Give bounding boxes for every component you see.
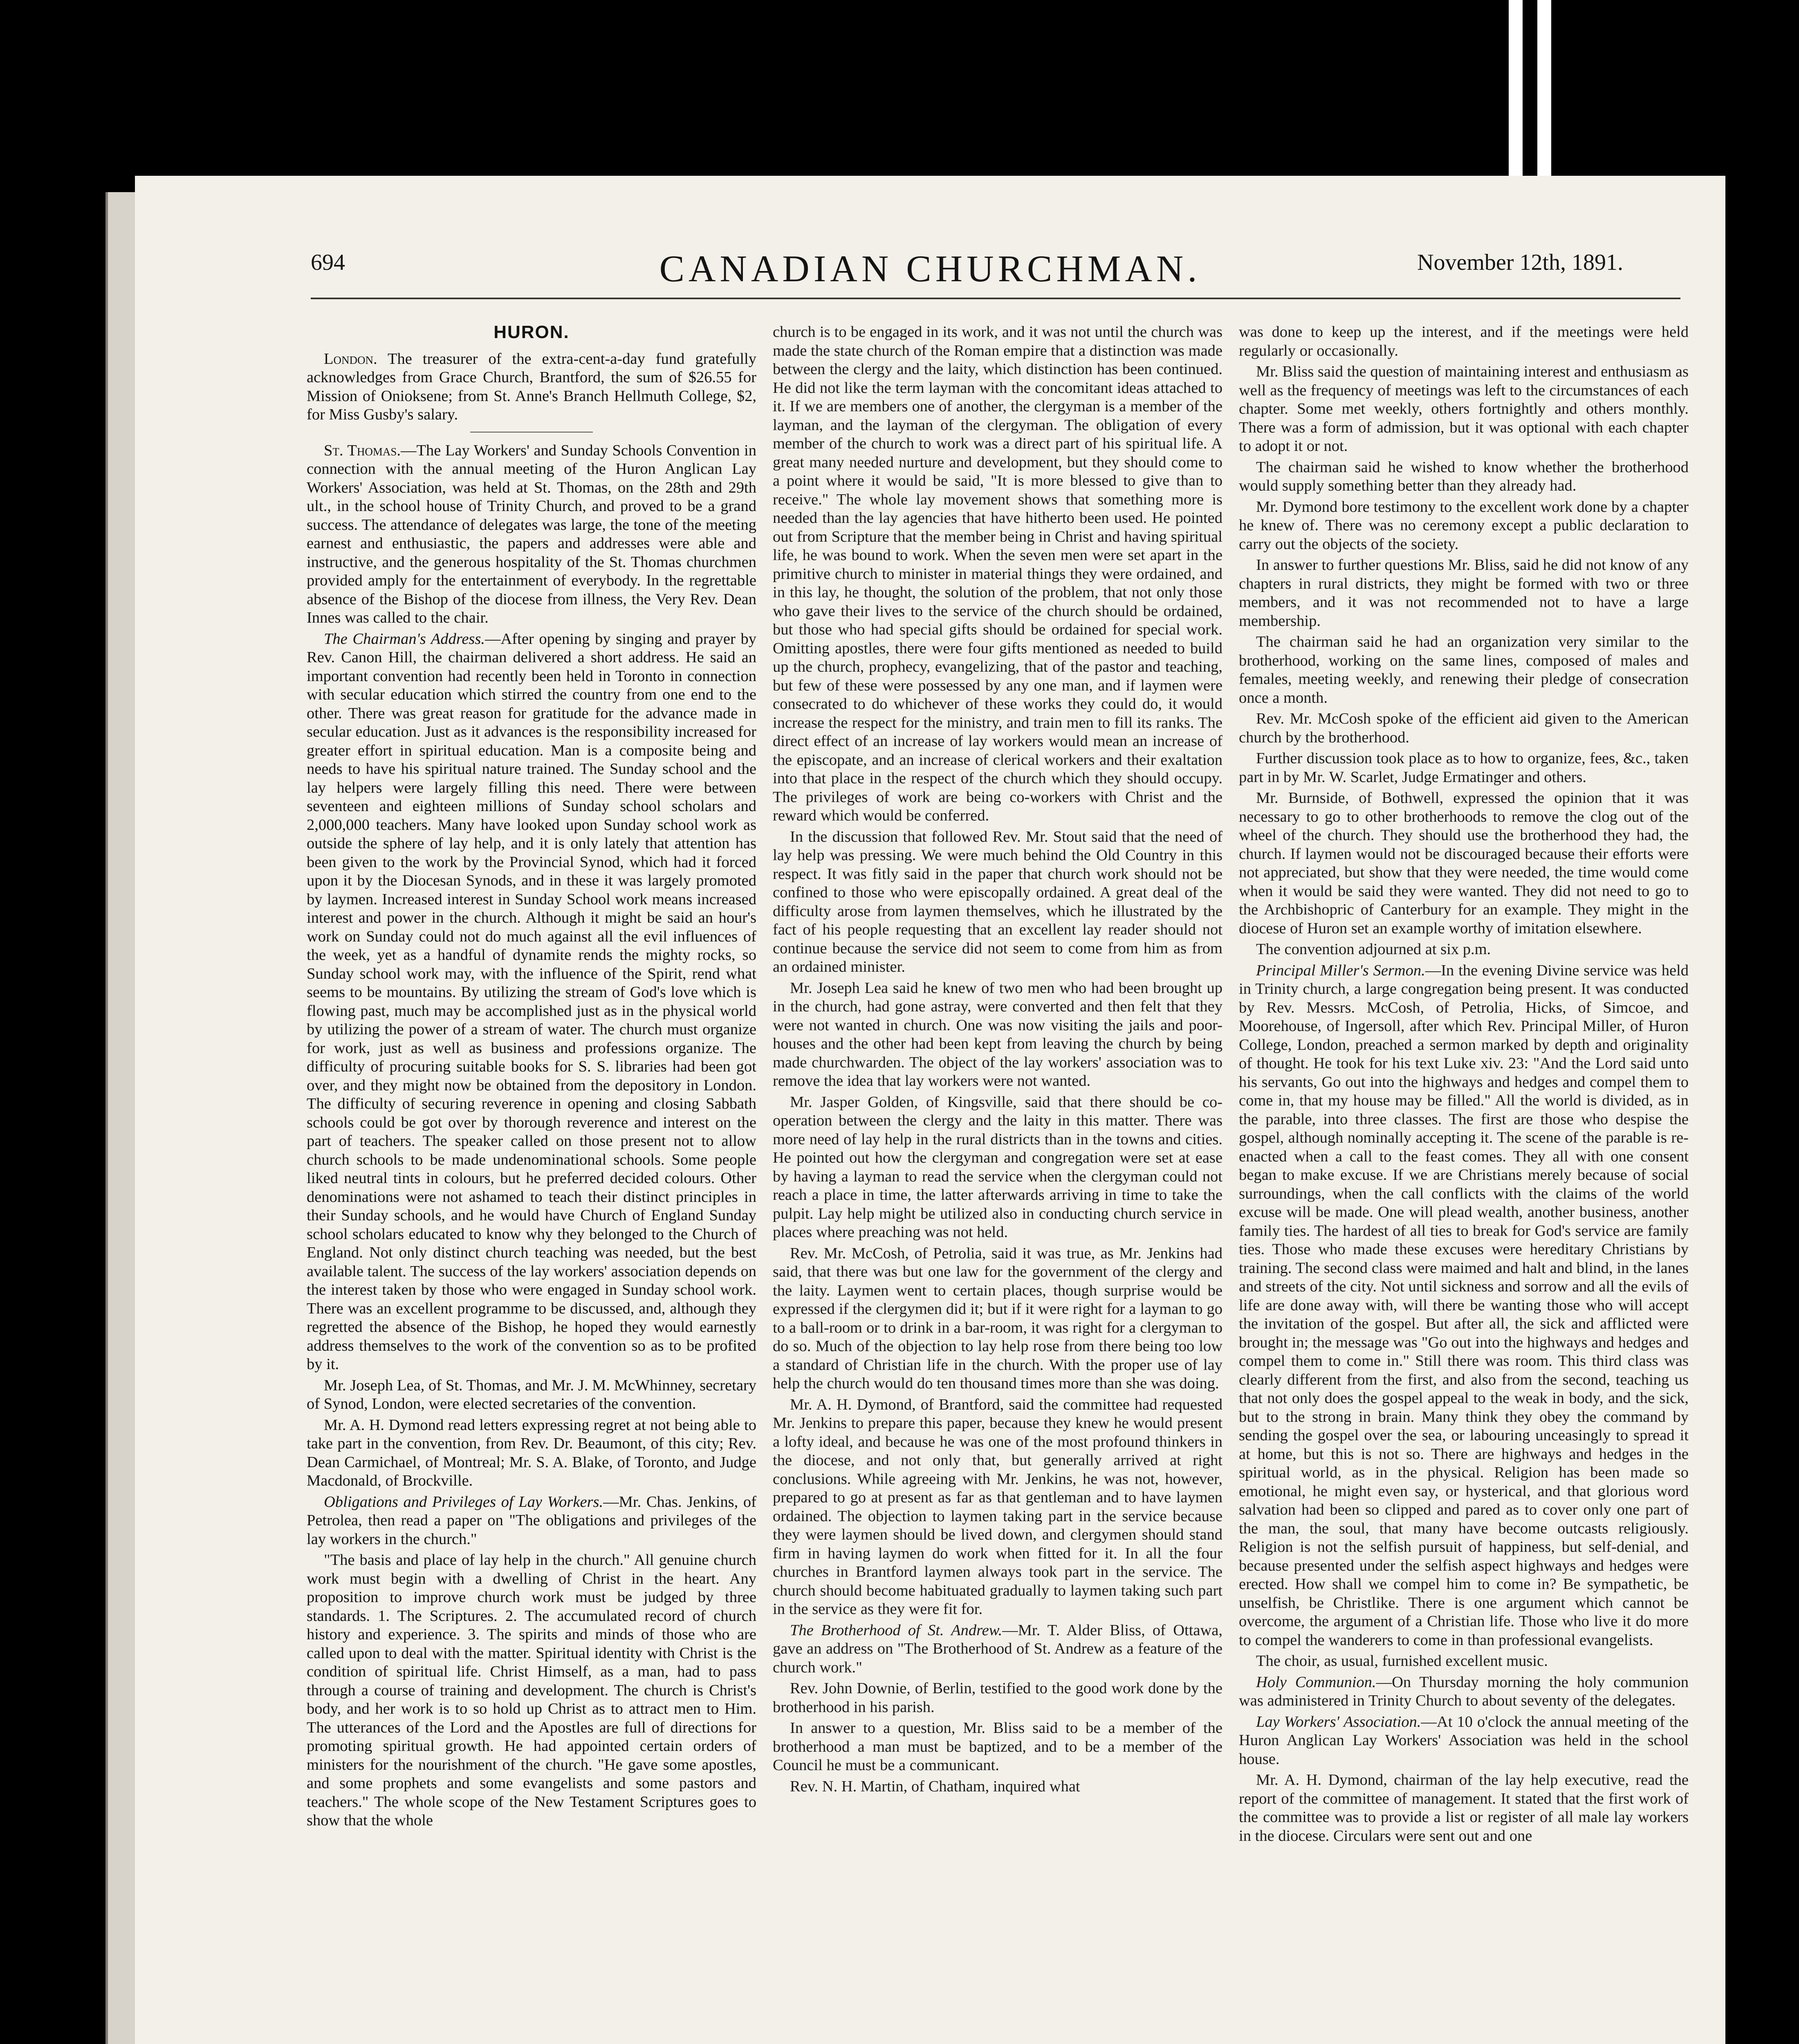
paragraph: Mr. Jasper Golden, of Kingsville, said that there should be co-operation between the clergy and the laity in this matter. There was more need of lay help in the rural districts than in the towns and cities. He pointed out how the clergyman and congregation were set at ease by having a layman to read the service when the clergyman could not reach a place in time, the latter afterwards arriving in time to take the pulpit. Lay help might be utilized also in conducting church service in places where preaching was not held.: [773, 1093, 1223, 1241]
paragraph: [307, 1493, 756, 1549]
column-1: [307, 323, 756, 2044]
paragraph: Rev. Mr. McCosh spoke of the efficient aid given to the American church by the brotherhood.: [1239, 710, 1689, 746]
paragraph: Further discussion took place as to how to organize, fees, &c., taken part in by Mr. W. Scarlet, Judge Ermatinger and others.: [1239, 750, 1689, 786]
paragraph: Mr. Burnside, of Bothwell, expressed the opinion that it was necessary to go to other brotherhoods to remove the clog out of the wheel of the church. They should use the brotherhood they had, the church. If laymen would not be discouraged because their efforts were not appreciated, but show that they were needed, the time would come when it would be said they were wanted. They did not need to go to the Archbishopric of Canterbury for an example. They might in the diocese of Huron set an example worthy of imitation elsewhere.: [1239, 789, 1689, 937]
paragraph-text: The treasurer of the extra-cent-a-day fund gratefully acknowledges from Grace Church, Brantford, the sum of $26.55 for Mission of Onioksene; from St. Anne's Branch Hellmuth College, $2, for Miss Gusby's salary.: [307, 350, 756, 423]
paragraph-text: —On Thursday morning the holy communion was administered in Trinity Church to about seventy of the delegates.: [1239, 1673, 1689, 1709]
paragraph-text: —The Lay Workers' and Sunday Schools Convention in connection with the annual meeting of the Huron Anglican Lay Workers' Association, was held at St. Thomas, on the 28th and 29th ult., in the school house of Trinity Church, and proved to be a grand success. The attendance of delegates was large, the tone of the meeting earnest and enthusiastic, the papers and addresses were able and instructive, and the generous hospitality of the St. Thomas churchmen provided amply for the entertainment of everybody. In the regrettable absence of the Bishop of the diocese from illness, the Very Rev. Dean Innes was called to the chair.: [307, 442, 756, 626]
paragraph: Mr. Joseph Lea, of St. Thomas, and Mr. J. M. McWhinney, secretary of Synod, London, were elected secretaries of the convention.: [307, 1376, 756, 1412]
page-header: [135, 249, 1725, 294]
paragraph: The convention adjourned at six p.m.: [1256, 941, 1491, 958]
column-2: [773, 323, 1223, 2044]
newspaper-page: [135, 176, 1725, 2044]
subheading: Principal Miller's Sermon.: [1256, 961, 1425, 979]
paragraph: "The basis and place of lay help in the church." All genuine church work must begin with a dwelling of Christ in the heart. Any proposition to improve church work must be judged by three standards. 1. The Scriptures. 2. The accumulated record of church history and experience. 3. The spirits and minds of those who are called upon to deal with the matter. Spiritual identity with Christ is the condition of spiritual life. Christ Himself, as a man, had to pass through a course of training and development. The church is Christ's body, and her work is to so hold up Christ as to attract men to Him. The utterances of the Lord and the Apostles are full of directions for promoting spiritual growth. He had appointed certain orders of ministers for the nourishment of the church. "He gave some apostles, and some prophets and some evangelists and some pastors and teachers." The whole scope of the New Testament Scriptures goes to show that the whole: [307, 1551, 756, 1829]
paragraph: Mr. Bliss said the question of maintaining interest and enthusiasm as well as the frequency of meetings was left to the circumstances of each chapter. Some met weekly, others fortnightly and others monthly. There was a form of admission, but it was optional with each chapter to adopt it or not.: [1239, 363, 1689, 455]
paragraph: In answer to a question, Mr. Bliss said to be a member of the brotherhood a man must be baptized, and to be a member of the Council he must be a communicant.: [773, 1719, 1223, 1774]
paragraph: [1239, 961, 1689, 1650]
subheading: The Chairman's Address.: [324, 630, 485, 648]
paragraph: [1239, 1673, 1689, 1710]
paragraph: Mr. Joseph Lea said he knew of two men who had been brought up in the church, had gone astray, were converted and then felt that they were not wanted in church. One was now visiting the jails and poor-houses and the other had been kept from leaving the church by being made churchwarden. The object of the lay workers' association was to remove the idea that lay workers were not wanted.: [773, 979, 1223, 1089]
subheading: Obligations and Privileges of Lay Workers.: [324, 1493, 603, 1511]
publication-title: CANADIAN CHURCHMAN.: [659, 248, 1201, 289]
paragraph-text: —In the evening Divine service was held in Trinity church, a large congregation being present. It was conducted by Rev. Messrs. McCosh, of Petrolia, Hicks, of Simcoe, and Moorehouse, of Ingersoll, after which Rev. Principal Miller, of Huron College, London, preached a sermon marked by depth and originality of thought. He took for his text Luke xiv. 23: "And the Lord said unto his servants, Go out into the highways and hedges and compel them to come in, that my house may be filled." All the world is divided, as in the parable, into three classes. The first are those who despise the gospel, although nominally accepting it. The scene of the parable is re-enacted when a call to the feast comes. They all with one consent began to make excuse. If we are Christians merely because of social surroundings, when the call conflicts with the claims of the world excuse will be made. One will plead wealth, another business, another family ties. The hardest of all ties to break for God's service are family ties. Those who made these excuses were hereditary Christians by training. The second class were maimed and halt and blind, in the lanes and streets of the city. Not until sickness and sorrow and all the evils of life are done away with, will there be wanting those who will accept the invitation of the gospel. But after all, the sick and afflicted were brought in; the message was "Go out into the highways and hedges and compel them to come in." Still there was room. This third class was clearly different from the first, and also from the second, teaching us that not only does the gospel appeal to the weak in body, and the sick, but to the strong in brain. Many think they obey the command by sending the gospel over the sea, or labouring unceasingly to spread it at home, but this is not so. There are highways and hedges in the spiritual world, as in the physical. Religion has been made so emotional, he might even say, or hysterical, and that glorious word salvation had been so clipped and pared as to cover only one part of the man, the soul, that many have become outcasts religiously. Religion is not the selfish pursuit of happiness, but self-denial, and because presented under the selfish aspect highways and hedges were erected. How shall we compel him to come in? Be sympathetic, be unselfish, be Christlike. There is one argument which cannot be overcome, the argument of a Christian life. Those who live it do more to compel the wanderers to come in than professional evangelists.: [1239, 961, 1689, 1649]
paragraph: Rev. N. H. Martin, of Chatham, inquired what: [790, 1777, 1080, 1795]
header-rule: [311, 298, 1680, 299]
paragraph: [307, 350, 756, 424]
dateline: St. Thomas.: [324, 442, 401, 459]
paragraph-text: —Mr. T. Alder Bliss, of Ottawa, gave an address on "The Brotherhood of St. Andrew as a feature of the church work.": [773, 1621, 1223, 1676]
subheading: Lay Workers' Association.: [1256, 1713, 1421, 1730]
page-number: 694: [311, 250, 345, 275]
paragraph: In answer to further questions Mr. Bliss, said he did not know of any chapters in rural districts, they might be formed with two or three members, and it was not recommended not to have a large membership.: [1239, 556, 1689, 630]
paragraph: Mr. A. H. Dymond read letters expressing regret at not being able to take part in the convention, from Rev. Dr. Beaumont, of this city; Rev. Dean Carmichael, of Montreal; Mr. S. A. Blake, of Toronto, and Judge Macdonald, of Brockville.: [307, 1416, 756, 1489]
paragraph: [773, 1621, 1223, 1677]
paragraph-text: —After opening by singing and prayer by Rev. Canon Hill, the chairman delivered a short address. He said an important convention had recently been held in Toronto in connection with secular education which stirred the country from one end to the other. There was great reason for gratitude for the advance made in secular education. Just as it advances is the responsibility increased for greater effort in spiritual education. Man is a composite being and needs to have his spiritual nature trained. The Sunday school and the lay helpers were largely filling this need. There were between seventeen and eighteen millions of Sunday school scholars and 2,000,000 teachers. Many have looked upon Sunday school work as outside the sphere of lay help, and it is only lately that attention has been given to the work by the Provincial Synod, which had it forced upon it by the Diocesan Synods, and in these it was largely promoted by laymen. Increased interest in Sunday School work means increased interest and power in the church. Although it might be said an hour's work on Sunday could not do much against all the evil influences of the week, yet as a handful of dynamite rends the mighty rocks, so Sunday school work may, with the influence of the Spirit, rend what seems to be mountains. By utilizing the stream of God's love which is flowing past, much may be accomplished just as in the physical world by utilizing the power of a stream of water. The church must organize for work, just as well as business and professions organize. The difficulty of procuring suitable books for S. S. libraries had been got over, and they might now be obtained from the depository in London. The difficulty of securing reverence in opening and closing Sabbath schools could be got over by thorough reverence and interest on the part of teachers. The speaker called on those present not to allow church schools to be made undenominational schools. Some people liked neutral tints in colours, but he preferred decided colours. Other denominations were not ashamed to teach their distinct principles in their Sunday schools, and he would have Church of England Sunday school scholars educated to know why they belonged to the Church of England. Not only distinct church teaching was needed, but the best available talent. The success of the lay workers' association depends on the interest taken by those who were engaged in Sunday school work. There was an excellent programme to be discussed, and, although they regretted the absence of the Bishop, he hoped they would earnestly address themselves to the work of the convention so as to be profited by it.: [307, 630, 756, 1373]
paragraph: In the discussion that followed Rev. Mr. Stout said that the need of lay help was pressing. We were much behind the Old Country in this respect. It was fitly said in the paper that church work should not be confined to those who were episcopally ordained. A great deal of the difficulty arose from laymen themselves, which he illustrated by the fact of his people requesting that an excellent lay reader should not continue because the service did not seem to come from him as from an ordained minister.: [773, 828, 1223, 975]
paragraph: The choir, as usual, furnished excellent music.: [1256, 1652, 1548, 1670]
dateline: London.: [324, 350, 377, 368]
paragraph-text: —At 10 o'clock the annual meeting of the Huron Anglican Lay Workers' Association was held in the school house.: [1239, 1713, 1689, 1768]
paragraph: The chairman said he had an organization very similar to the brotherhood, working on the same lines, composed of males and females, meeting weekly, and renewing their pledge of consecration once a month.: [1239, 633, 1689, 706]
subheading: The Brotherhood of St. Andrew.: [790, 1621, 1003, 1639]
paragraph: Mr. A. H. Dymond, chairman of the lay help executive, read the report of the committee of management. It stated that the first work of the committee was to provide a list or register of all male lay workers in the diocese. Circulars were sent out and one: [1239, 1771, 1689, 1845]
paragraph: [307, 630, 756, 1374]
paragraph: [1239, 1713, 1689, 1769]
paragraph: church is to be engaged in its work, and it was not until the church was made the state church of the Roman empire that a distinction was made between the clergy and the laity, which distinction has been continued. He did not like the term layman with the concomitant ideas attached to it. If we are members one of another, the clergyman is a member of the layman, and the layman of the clergyman. The obligation of every member of the church to work was a direct part of his spiritual life. A great many needed nurture and development, but they should come to a point where it would be said, "It is more blessed to give than to receive." The whole lay movement shows that something more is needed than the lay agencies that have hitherto been used. He pointed out from Scripture that the member being in Christ and having spiritual life, he was bound to work. When the seven men were set apart in the primitive church to minister in material things they were ordained, and in this lay, he thought, the solution of the problem, that not only those who gave their lives to the service of the church should be ordained, but those who had special gifts should be ordained for special work. Omitting apostles, there were four gifts mentioned as needed to build up the church, prophecy, evangelizing, that of the pastor and teaching, but few of these were possessed by any one man, and if laymen were consecrated to do whichever of these works they could do, it would increase the respect for the ministry, and train men to fill its ranks. The direct effect of an increase of lay workers would mean an increase of the episcopate, and an increase of clerical workers and their exaltation into that place in the respect of the church which they should occupy. The privileges of work are being co-workers with Christ and the reward which would be conferred.: [773, 323, 1223, 824]
paragraph: was done to keep up the interest, and if the meetings were held regularly or occasionally.: [1239, 323, 1689, 359]
paragraph: Mr. A. H. Dymond, of Brantford, said the committee had requested Mr. Jenkins to prepare this paper, because they knew he would present a lofty ideal, and because he was one of the most profound thinkers in the diocese, and not only that, but generally arrived at right conclusions. While agreeing with Mr. Jenkins, he was not, however, prepared to go at present as far as that gentleman and to have laymen ordained. The objection to laymen taking part in the service because they were laymen should be lived down, and clergymen should stand firm in having laymen do work when fitted for it. In all the four churches in Brantford laymen always took part in the service. The church should become habituated gradually to laymen taking such part in the service as they were fit for.: [773, 1396, 1223, 1618]
paragraph: The chairman said he wished to know whether the brotherhood would supply something better than they already had.: [1239, 458, 1689, 494]
paragraph: [307, 442, 756, 628]
paragraph: Rev. Mr. McCosh, of Petrolia, said it was true, as Mr. Jenkins had said, that there was but one law for the government of the clergy and the laity. Laymen went to certain places, though surprise would be expressed if the clergymen did it; but if it were right for a layman to go to a ball-room or to drink in a bar-room, it was right for a clergyman to do so. Much of the objection to lay help rose from there being too low a standard of Christian life in the church. With the proper use of lay help the church would do ten thousand times more than she was doing.: [773, 1244, 1223, 1392]
paragraph: Mr. Dymond bore testimony to the excellent work done by a chapter he knew of. There was no ceremony except a public declaration to carry out the objects of the society.: [1239, 498, 1689, 553]
issue-date: November 12th, 1891.: [1417, 250, 1623, 275]
paragraph: Rev. John Downie, of Berlin, testified to the good work done by the brotherhood in his parish.: [773, 1680, 1223, 1716]
section-heading: HURON.: [493, 323, 570, 342]
paragraph-text: —Mr. Chas. Jenkins, of Petrolea, then read a paper on "The obligations and privileges of the lay workers in the church.": [307, 1493, 756, 1548]
subheading: Holy Communion.: [1256, 1673, 1376, 1691]
divider: [470, 432, 593, 433]
column-3: [1239, 323, 1689, 2044]
